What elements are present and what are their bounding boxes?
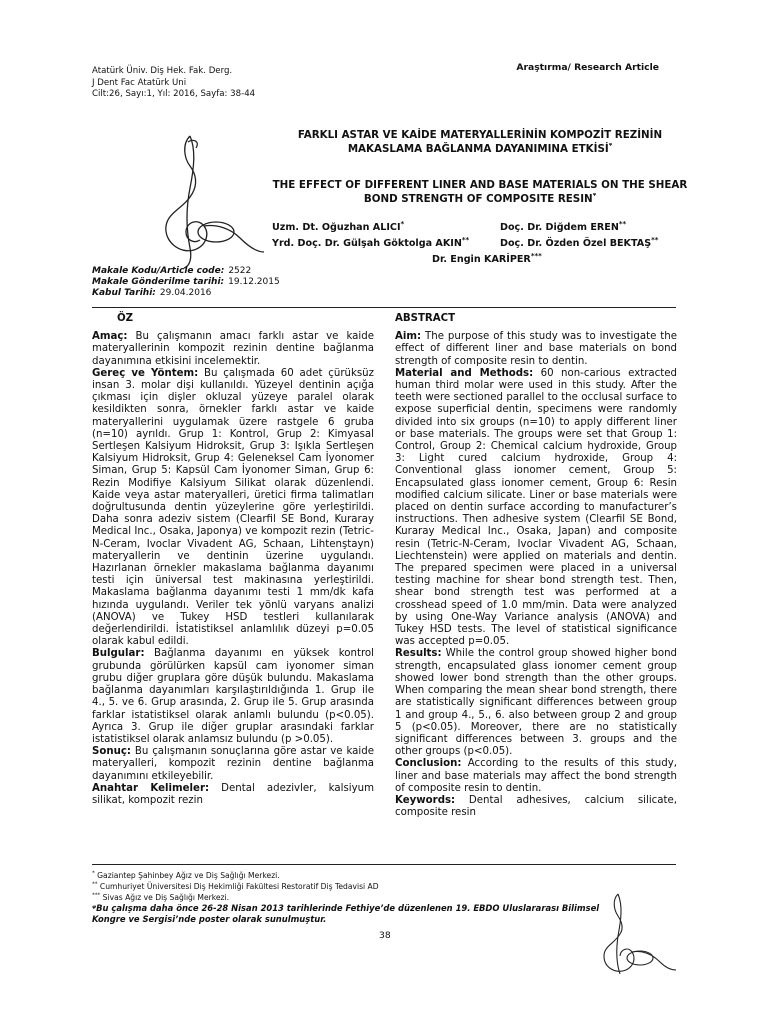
acceptance-date-label: Kabul Tarihi: — [92, 288, 156, 298]
submission-date-label: Makale Gönderilme tarihi: — [92, 277, 225, 287]
journal-volume: Cilt:26, Sayı:1, Yıl: 2016, Sayfa: 38-44 — [92, 89, 256, 99]
section-label: Gereç ve Yöntem: — [92, 367, 199, 379]
title-turkish-line2 — [250, 142, 710, 156]
section-text: Bu çalışmanın sonuçlarına göre astar ve kaide materyalleri, kompozit rezinin dentine bağlanma dayanımını etkileyebilir. — [92, 746, 374, 782]
footnote-affiliation-2 — [92, 881, 612, 892]
author-name — [272, 219, 405, 233]
footnote-text: Sivas Ağız ve Diş Sağlığı Merkezi. — [100, 893, 230, 902]
submission-date — [92, 277, 280, 288]
footnote-affiliation-3 — [92, 892, 612, 903]
acceptance-date — [92, 288, 280, 299]
header-divider — [92, 307, 676, 308]
author-name — [432, 252, 542, 268]
abstract-turkish-keywords — [92, 783, 374, 807]
article-code-value: 2522 — [228, 266, 252, 276]
footnote-affiliation-1 — [92, 870, 612, 881]
section-text: While the control group showed higher bond strength, encapsulated glass ionomer cement group showed lower bond strength than the other groups. When comparing the mean shear bond strength, there are statistically significant differences between group 1 and group 4., 5., 6. also between group 2 and group 5 (p<0.05). Moreover, there are no statistically significant differences between 3. groups and the other groups (p<0.05). — [395, 648, 677, 758]
submission-date-value: 19.12.2015 — [228, 277, 280, 287]
section-label: Results: — [395, 648, 442, 660]
author-affiliation-mark: ** — [461, 235, 470, 244]
author-kariper: Dr. Engin KARİPER — [432, 254, 531, 265]
author-bektas: Doç. Dr. Özden Özel BEKTAŞ — [500, 238, 652, 249]
footnote-text: Gaziantep Şahinbey Ağız ve Diş Sağlığı Merkezi. — [94, 871, 280, 880]
section-label: Aim: — [395, 331, 422, 343]
title-footnote-mark: ᵠ — [608, 141, 613, 150]
section-label: Material and Methods: — [395, 367, 534, 379]
article-meta — [92, 266, 280, 299]
footnote-mark: *** — [92, 892, 101, 899]
abstract-turkish-conclusion — [92, 746, 374, 783]
journal-name-tr: Atatürk Üniv. Diş Hek. Fak. Derg. — [92, 66, 233, 76]
abstract-english-conclusion — [395, 758, 677, 795]
author-list — [272, 220, 722, 268]
article-code-label: Makale Kodu/Article code: — [92, 266, 225, 276]
footnotes — [92, 870, 612, 925]
author-row — [272, 252, 722, 268]
author-affiliation-mark: ** — [618, 219, 627, 228]
journal-info — [92, 66, 255, 101]
title-english — [250, 178, 710, 206]
section-text: Dental adhesives, calcium silicate, composite resin — [395, 794, 677, 819]
section-label: Amaç: — [92, 331, 128, 343]
section-text: 60 non-carious extracted human third molar were used in this study. After the teeth were sectioned parallel to the occlusal surface to expose superficial dentin, specimens were randomly divided into six groups (n=10) to apply different liner or base materials. The groups were set that Group 1: Control, Group 2: Chemical calcium hydroxide, Group 3: Light cured calcium hydroxide, Group 4: Conventional glass ionomer cement, Group 5: Encapsulated glass ionomer cement, Group 6: Resin modified calcium silicate. Liner or base materials were placed on dentin surface according to manufacturer’s instructions. Then adhesive system (Clearfil SE Bond, Kuraray Medical Inc., Osaka, Japan) and composite resin (Tetric-N-Ceram, Ivoclar Vivadent AG, Schaan, Liechtenstein) were applied on materials and dentin. The prepared specimen were placed in a universal testing machine for shear bond strength test. Then, shear bond strength test was performed at a crosshead speed of 1.0 mm/min. Data were analyzed by using One-Way Variance analysis (ANOVA) and Tukey HSD tests. The level of statistical significance was accepted p=0.05. — [395, 367, 678, 648]
section-text: According to the results of this study, liner and base materials may affect the bond strength of composite resin to dentin. — [395, 758, 677, 794]
abstract-english-keywords — [395, 795, 677, 819]
article-code — [92, 266, 280, 277]
author-affiliation-mark: * — [400, 219, 405, 228]
title-footnote-mark: ᵠ — [592, 191, 597, 200]
section-label: Keywords: — [395, 794, 456, 806]
section-label: Anahtar Kelimeler: — [92, 782, 210, 794]
section-text: Bu çalışmada 60 adet çürüksüz insan 3. molar dişi kullanıldı. Yüzeyel dentinin açığa çıkması için dişler okluzal yüzeye paralel olarak kesildikten sonra, örnekler farklı astar ve kaide materyallerini uygulamak üzere rastgele 6 gruba (n=10) ayrıldı. Grup 1: Kontrol, Grup 2: Kimyasal Sertleşen Kalsiyum Hidroksit, Grup 3: Işıkla Sertleşen Kalsiyum Hidroksit, Grup 4: Geleneksel Cam İyonomer Siman, Grup 5: Kapsül Cam İyonomer Siman, Grup 6: Rezin Modifiye Kalsiyum Silikat olarak düzenlendi. Kaide veya astar materyalleri, üretici firma talimatları doğrultusunda dentin yüzeylerine göre yerleştirildi. Daha sonra adeziv sistem (Clearfil SE Bond, Kuraray Medical Inc., Osaka, Japonya) ve kompozit rezin (Tetric-N-Ceram, Ivoclar Vivadent AG, Schaan, Lihtenştayn) materyallerin ve dentinin üzerine uygulandı. Hazırlanan örnekler makaslama bağlanma dayanımı testi için üniversal test makinasına yerleştirildi. Makaslama bağlanma dayanımı testi 1 mm/dk kafa hızında uygulandı. Veriler tek yönlü varyans analizi (ANOVA) ve Tukey HSD testleri kullanılarak değerlendirildi. İstatistiksel anlamlılık düzeyi p=0.05 olarak kabul edildi. — [92, 367, 374, 648]
author-name — [500, 236, 658, 252]
section-label: Sonuç: — [92, 746, 131, 758]
abstract-turkish-aim — [92, 331, 374, 368]
author-name — [500, 220, 626, 236]
page-number: 38 — [379, 930, 391, 941]
abstract-english-method — [395, 368, 677, 649]
author-affiliation-mark: *** — [530, 251, 542, 260]
author-eren: Doç. Dr. Diğdem EREN — [500, 222, 619, 233]
abstract-english-heading: ABSTRACT — [395, 313, 456, 324]
title-english-line2 — [250, 192, 710, 206]
abstract-english-aim — [395, 331, 677, 368]
section-text: Dental adezivler, kalsiyum silikat, kompozit rezin — [92, 782, 374, 806]
title-turkish-line2-text: MAKASLAMA BAĞLANMA DAYANIMINA ETKİSİ — [347, 143, 609, 155]
abstract-turkish — [92, 313, 374, 807]
section-label: Conclusion: — [395, 758, 462, 770]
author-name — [272, 235, 470, 249]
footnote-mark: * — [92, 870, 95, 877]
title-turkish — [250, 128, 710, 156]
section-text: Bu çalışmanın amacı farklı astar ve kaide materyallerinin kompozit rezinin dentine bağlanma dayanımına etkisini incelemektir. — [92, 331, 374, 367]
footnote-text: Cumhuriyet Üniversitesi Diş Hekimliği Fakültesi Restoratif Diş Tedavisi AD — [97, 882, 379, 891]
author-row — [272, 236, 722, 252]
abstract-turkish-heading: ÖZ — [117, 313, 134, 324]
article-type: Araştırma/ Research Article — [516, 62, 659, 73]
title-turkish-line1: FARKLI ASTAR VE KAİDE MATERYALLERİNİN KOMPOZİT REZİNİN — [297, 129, 663, 141]
section-text: Bağlanma dayanımı en yüksek kontrol grubunda görülürken kapsül cam iyonomer siman grubu diğer gruplara göre düşük bulundu. Makaslama bağlanma dayanımları karşılaştırıldığında 1. Grup ile 4., 5. ve 6. Grup arasında, 2. Grup ile 5. Grup arasında farklar istatistiksel olarak anlamlı bulundu (p<0.05). Ayrıca 3. Grup ile diğer gruplar arasındaki farklar istatistiksel olarak anlamsız bulundu (p >0.05). — [92, 648, 374, 745]
author-row — [272, 220, 722, 236]
footnote-divider — [92, 864, 676, 865]
footnote-mark: ** — [92, 881, 98, 888]
title-english-line1: THE EFFECT OF DIFFERENT LINER AND BASE MATERIALS ON THE SHEAR — [272, 179, 688, 191]
journal-name-en: J Dent Fac Atatürk Uni — [92, 77, 187, 88]
abstract-english-results — [395, 648, 677, 758]
acceptance-date-value: 29.04.2016 — [159, 288, 212, 298]
abstract-turkish-results — [92, 648, 374, 746]
faculty-logo-watermark — [598, 888, 678, 980]
author-alici: Uzm. Dt. Oğuzhan ALICI — [272, 222, 401, 233]
title-english-line2-text: BOND STRENGTH OF COMPOSITE RESIN — [363, 193, 593, 205]
author-affiliation-mark: ** — [651, 235, 659, 244]
footnote-presentation-note: ᵠBu çalışma daha önce 26-28 Nisan 2013 tarihlerinde Fethiye’de düzenlenen 19. EBDO Uluslararası Bilimsel Kongre ve Sergisi’nde poster olarak sunulmuştur. — [92, 903, 600, 924]
abstract-turkish-method — [92, 368, 374, 649]
section-text: The purpose of this study was to investigate the effect of different liner and base materials on bond strength of composite resin to dentin. — [395, 331, 677, 367]
author-akin: Yrd. Doç. Dr. Gülşah Göktolga AKIN — [272, 238, 462, 249]
section-label: Bulgular: — [92, 648, 145, 660]
abstract-english — [395, 313, 677, 819]
